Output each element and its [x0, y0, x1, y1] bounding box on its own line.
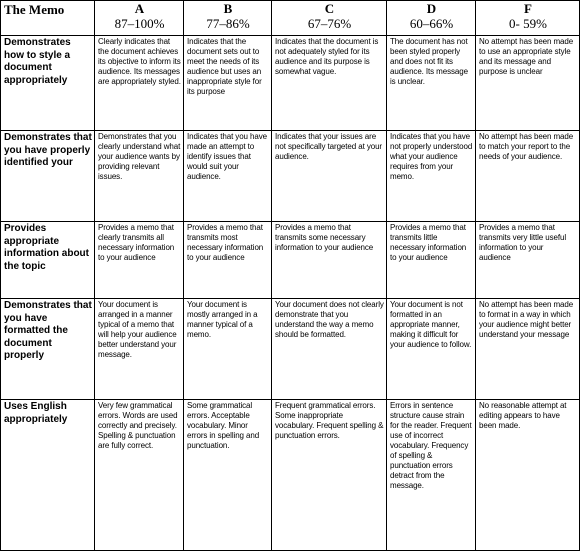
- rubric-title: The Memo: [1, 1, 95, 36]
- criterion-label: Uses English appropriately: [1, 400, 95, 551]
- grade-range: 87–100%: [114, 16, 165, 31]
- descriptor-cell-b: Some grammatical errors. Acceptable vocabulary. Minor errors in spelling and punctuation.: [184, 400, 272, 551]
- descriptor-cell-d: Your document is not formatted in an appropriate manner, making it difficult for your audience to follow.: [387, 299, 476, 400]
- grade-letter: A: [134, 1, 145, 16]
- grade-range: 77–86%: [206, 16, 250, 31]
- grade-letter: B: [223, 1, 233, 16]
- header-row: [1, 1, 580, 36]
- descriptor-cell-a: Demonstrates that you clearly understand what your audience wants by providing relevant issues.: [95, 131, 184, 222]
- rubric-row-audience: [1, 131, 580, 222]
- rubric-row-style: [1, 36, 580, 131]
- grade-header-d: [387, 1, 476, 36]
- grade-range: 60–66%: [409, 16, 454, 31]
- descriptor-cell-a: Clearly indicates that the document achieves its objective to inform its audience. Its messages are appropriately styled.: [95, 36, 184, 131]
- descriptor-cell-d: The document has not been styled properly and does not fit its audience. Its message is unclear.: [387, 36, 476, 131]
- grade-letter: C: [324, 1, 335, 16]
- grade-header-b: [184, 1, 272, 36]
- criterion-label: Demonstrates that you have properly identified your: [1, 131, 95, 222]
- grade-header-a: [95, 1, 184, 36]
- grade-range: 0- 59%: [509, 16, 547, 31]
- descriptor-cell-d: Provides a memo that transmits little necessary information to your audience: [387, 222, 476, 299]
- descriptor-cell-c: Your document does not clearly demonstrate that you understand the way a memo should be formatted.: [272, 299, 387, 400]
- grade-range: 67–76%: [307, 16, 352, 31]
- grade-letter: F: [524, 1, 532, 16]
- descriptor-cell-b: Provides a memo that transmits most necessary information to your audience: [184, 222, 272, 299]
- criterion-label: Demonstrates that you have formatted the document properly: [1, 299, 95, 400]
- descriptor-cell-d: Indicates that you have not properly understood what your audience requires from your memo.: [387, 131, 476, 222]
- descriptor-cell-c: Indicates that your issues are not specifically targeted at your audience.: [272, 131, 387, 222]
- descriptor-cell-b: Indicates that you have made an attempt to identify issues that would suit your audience.: [184, 131, 272, 222]
- rubric-row-information: [1, 222, 580, 299]
- criterion-label: Demonstrates how to style a document appropriately: [1, 36, 95, 131]
- descriptor-cell-b: Indicates that the document sets out to meet the needs of its audience but uses an inappropriate style for its purpose: [184, 36, 272, 131]
- descriptor-cell-d: Errors in sentence structure cause strain for the reader. Frequent use of incorrect vocabulary. Frequency of spelling & punctuation errors detract from the message.: [387, 400, 476, 551]
- descriptor-cell-a: Provides a memo that clearly transmits all necessary information to your audience: [95, 222, 184, 299]
- descriptor-cell-f: Provides a memo that transmits very little useful information to your audience: [476, 222, 580, 299]
- rubric-row-english: [1, 400, 580, 551]
- grade-letter: D: [426, 1, 437, 16]
- descriptor-cell-c: Provides a memo that transmits some necessary information to your audience: [272, 222, 387, 299]
- grade-header-f: [476, 1, 580, 36]
- descriptor-cell-f: No reasonable attempt at editing appears to have been made.: [476, 400, 580, 551]
- descriptor-cell-f: No attempt has been made to use an appropriate style and its message and purpose is unclear: [476, 36, 580, 131]
- descriptor-cell-c: Frequent grammatical errors. Some inappropriate vocabulary. Frequent spelling & punctuation errors.: [272, 400, 387, 551]
- rubric-row-format: [1, 299, 580, 400]
- descriptor-cell-c: Indicates that the document is not adequately styled for its audience and its purpose is somewhat vague.: [272, 36, 387, 131]
- criterion-label: Provides appropriate information about the topic: [1, 222, 95, 299]
- descriptor-cell-a: Very few grammatical errors. Words are used correctly and precisely. Spelling & punctuation are fully correct.: [95, 400, 184, 551]
- descriptor-cell-f: No attempt has been made to match your report to the needs of your audience.: [476, 131, 580, 222]
- descriptor-cell-b: Your document is mostly arranged in a manner typical of a memo.: [184, 299, 272, 400]
- descriptor-cell-a: Your document is arranged in a manner typical of a memo that will help your audience better understand your message.: [95, 299, 184, 400]
- grade-header-c: [272, 1, 387, 36]
- descriptor-cell-f: No attempt has been made to format in a way in which your audience might better understand your message: [476, 299, 580, 400]
